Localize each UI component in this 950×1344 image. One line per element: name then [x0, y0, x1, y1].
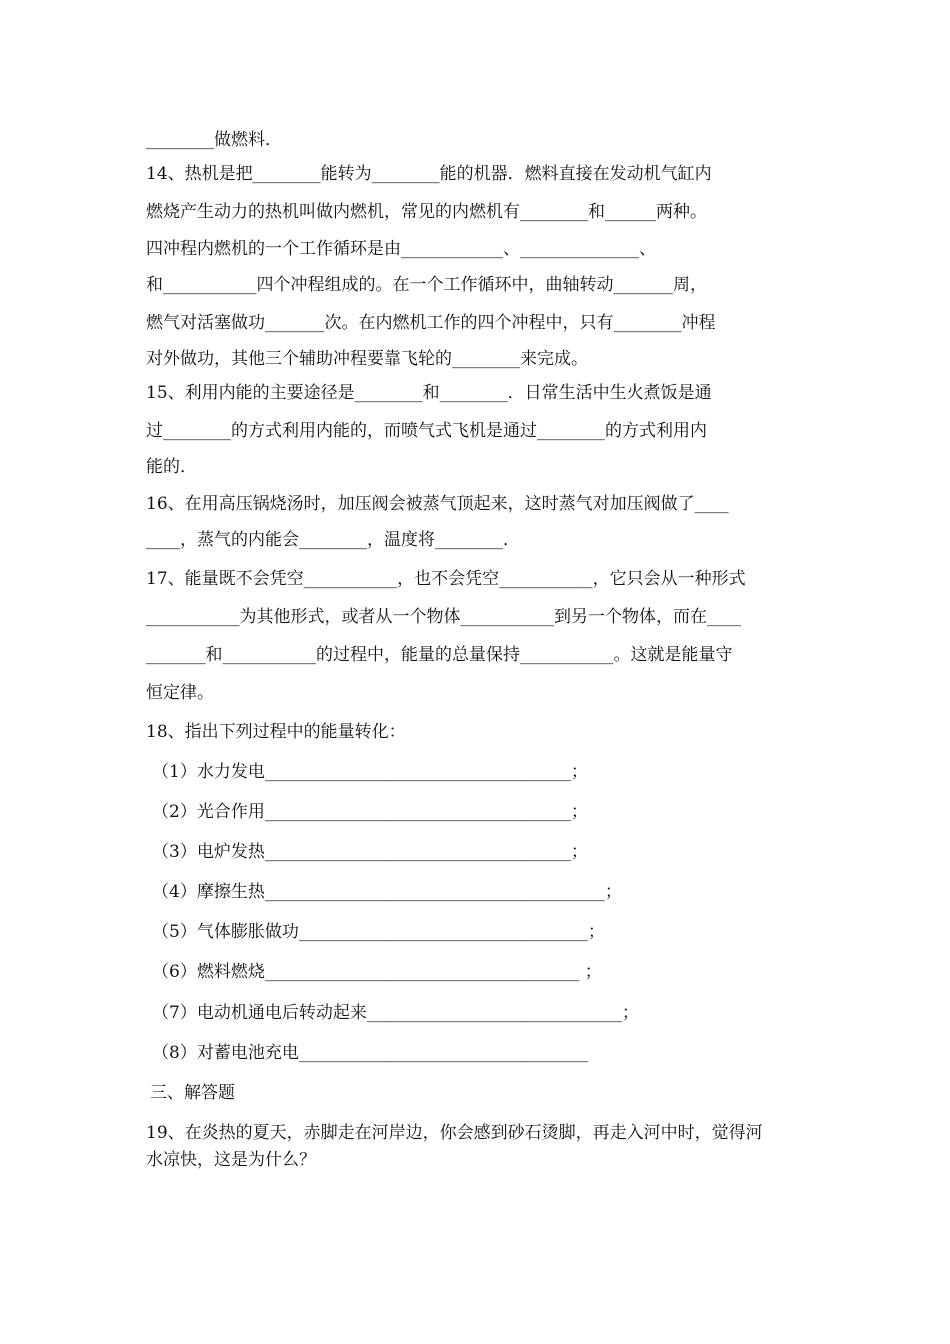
question-18-item-4: （4）摩擦生热________________________________________；: [152, 882, 622, 902]
question-15-line-3: 能的．: [146, 457, 197, 477]
question-17-line-2: ___________为其他形式，或者从一个物体___________到另一个物体，而在____: [146, 607, 741, 627]
question-17-line-4: 恒定律。: [146, 683, 214, 703]
question-15-line-2: 过________的方式利用内能的，而喷气式飞机是通过________的方式利用内: [146, 421, 707, 441]
question-18-item-2: （2）光合作用____________________________________；: [152, 802, 588, 822]
question-18-item-8: （8）对蓄电池充电__________________________________: [152, 1043, 588, 1063]
question-14-line-2: 燃烧产生动力的热机叫做内燃机，常见的内燃机有________和______两种。: [146, 202, 707, 222]
question-16-line-1: 16、在用高压锅烧汤时，加压阀会被蒸气顶起来，这时蒸气对加压阀做了____: [146, 494, 729, 514]
question-18-item-7: （7）电动机通电后转动起来______________________________；: [152, 1003, 639, 1023]
question-16-line-2: ____，蒸气的内能会________，温度将________．: [146, 530, 520, 550]
question-18-item-6: （6）燃料燃烧_____________________________________ ；: [152, 962, 602, 982]
question-18-item-1: （1）水力发电____________________________________；: [152, 762, 588, 782]
question-19-line-2: 水凉快，这是为什么？: [146, 1150, 316, 1170]
question-17-line-3: _______和___________的过程中，能量的总量保持___________。这就是能量守: [146, 645, 733, 665]
question-15-line-1: 15、利用内能的主要途径是________和________．日常生活中生火煮饭是通: [146, 383, 712, 403]
question-18-item-5: （5）气体膨胀做功__________________________________；: [152, 922, 605, 942]
question-14-line-1: 14、热机是把________能转为________能的机器．燃料直接在发动机气缸内: [146, 164, 712, 184]
question-17-line-1: 17、能量既不会凭空___________，也不会凭空___________，它只会从一种形式: [146, 569, 746, 589]
question-14-line-6: 对外做功，其他三个辅助冲程要靠飞轮的________来完成。: [146, 349, 588, 369]
text-line: ________做燃料．: [146, 130, 282, 150]
question-14-line-4: 和___________四个冲程组成的。在一个工作循环中，曲轴转动_______周，: [146, 275, 707, 295]
question-18-title: 18、指出下列过程中的能量转化：: [146, 722, 406, 742]
question-18-item-3: （3）电炉发热____________________________________；: [152, 842, 588, 862]
question-19-line-1: 19、在炎热的夏天，赤脚走在河岸边，你会感到砂石烫脚，再走入河中时，觉得河: [146, 1123, 763, 1143]
section-heading: 三、解答题: [150, 1083, 235, 1103]
question-14-line-5: 燃气对活塞做功_______次。在内燃机工作的四个冲程中，只有________冲程: [146, 313, 716, 333]
question-14-line-3: 四冲程内燃机的一个工作循环是由____________、______________、: [146, 239, 656, 259]
